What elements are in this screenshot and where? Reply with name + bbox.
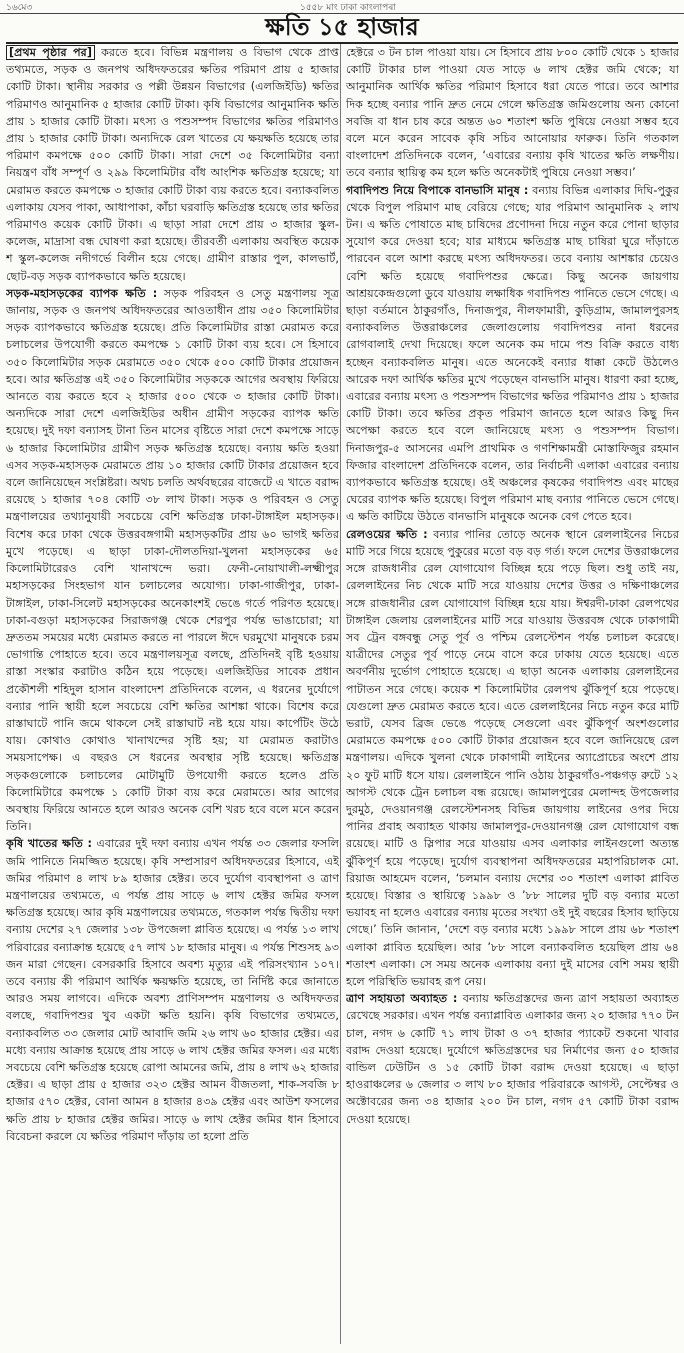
paragraph-text: বন্যার পানির তোড়ে অনেক স্থানে রেললাইনের নিচের মাটি সরে গিয়ে হয়েছে পুকুরের মতো বড় বড় গর্ত। ফলে দেশের উত্তরাঞ্চলের সঙ্গে রাজধানীর রেল যোগাযোগ বিচ্ছিন্ন হয়ে পড়ে ছিল। শুধু তাই নয়, রেললাইনের নিচ থেকে মাটি সরে যাওয়ায় দেশের উত্তর ও দক্ষিণাঞ্চলের সঙ্গে রাজধানীর রেল যোগাযোগ বিচ্ছিন্ন হয়ে যায়। ঈশ্বরদী-ঢাকা রেলপথের টাঙ্গাইল জেলায় রেললাইনের মাটি সরে যাওয়ায় উত্তরবঙ্গ থেকে ঢাকাগামী সব ট্রেন বঙ্গবন্ধু সেতু পূর্ব ও পশ্চিম রেলস্টেশন পর্যন্ত চলাচল করেছে। যাত্রীদের সেতুর পূর্ব পাড়ে নেমে বাসে করে ঢাকায় যেতে হয়েছে। এতে অবর্ণনীয় দুর্ভোগ পোহাতে হয়েছে। এ ছাড়া অনেক এলাকায় রেললাইনের পাটাতন সরে গেছে। কয়েক শ কিলোমিটার রেলপথ ঝুঁকিপূর্ণ হয়ে পড়েছে। যেগুলো দ্রুত মেরামত করতে হবে। এতে রেললাইনের নিচে নতুন করে মাটি ভরাট, যেসব ব্রিজ ভেঙে পড়েছে সেগুলো এবং ঝুঁকিপূর্ণ অংশগুলোর মেরামতে কমপক্ষে ৫০০ কোটি টাকার প্রয়োজন হবে বলে জানিয়েছে রেল মন্ত্রণালয়। এদিকে খুলনা থেকে ঢাকাগামী লাইনের অ্যাপ্রোচের অংশে প্রায় ২০ ফুট মাটি ধসে যায়। রেললাইনে পানি ওঠায় ঠাকুরগাঁও-পঞ্চগড় রুটে ১২ আগস্ট থেকে ট্রেন চলাচল বন্ধ রয়েছে। জামালপুরের মেলান্দহ উপজেলার দুরমুঠ, দেওয়ানগঞ্জ রেলস্টেশনসহ বিভিন্ন জায়গায় লাইনের ওপর দিয়ে পানির প্রবাহ অব্যাহত থাকায় জামালপুর-দেওয়ানগঞ্জ রেল যোগাযোগ বন্ধ রয়েছে। মাটি ও স্লিপার সরে যাওয়ায় এসব এলাকার লাইনগুলো অত্যন্ত ঝুঁকিপূর্ণ হয়ে পড়েছে। দুর্যোগ ব্যবস্থাপনা অধিদফতরের মহাপরিচালক মো. রিয়াজ আহমেদ বলেন, ‘চলমান বন্যায় দেশের ৩০ শতাংশ এলাকা প্লাবিত হয়েছে। বিস্তার ও স্থায়িত্বে ১৯৯৮ ও ’৮৮ সালের দুটি বড় বন্যার মতো ভয়াবহ না হলেও এবারের বন্যায় মৃতের সংখ্যা ওই দুই বছরের হিসাব ছাড়িয়ে গেছে।’ তিনি জানান, ‘দেশে বড় বন্যার মধ্যে ১৯৯৮ সালে প্রায় ৬৮ শতাংশ এলাকা প্লাবিত হয়েছিল। আর ’৮৮ সালে বন্যাকবলিত হয়েছিল প্রায় ৬৪ শতাংশ এলাকা। সে সময় অনেক এলাকায় বন্যা দুই মাসের বেশি সময় স্থায়ী হলে পরিস্থিতি ভয়াবহ রূপ নেয়। [346, 527, 679, 988]
paragraph-text: বন্যায় ক্ষতিগ্রস্তদের জন্য ত্রাণ সহায়তা অব্যাহত রেখেছে সরকার। এখন পর্যন্ত বন্যাপ্লাবিত এলাকার জন্য ২০ হাজার ৭৭০ টন চাল, নগদ ৬ কোটি ৭১ লাখ টাকা ও ৩৭ হাজার প্যাকেট শুকনো খাবার বরাদ্দ দেওয়া হয়েছে। দুর্যোগে ক্ষতিগ্রস্তদের ঘর নির্মাণের জন্য ৫০ হাজার বান্ডিল ঢেউটিন ও ১৫ কোটি টাকা বরাদ্দ দেওয়া হয়েছে। এ ছাড়া হাওরাঞ্চলের ৬ জেলার ৩ লাখ ৮০ হাজার পরিবারকে আগস্ট, সেপ্টেম্বর ও অক্টোবরের জন্য ৩৪ হাজার ২০০ টন চাল, নগদ ৫৭ কোটি টাকা বরাদ্দ দেওয়া হয়েছে। [346, 992, 679, 1126]
subhead-roads: সড়ক-মহাসড়কের ব্যাপক ক্ষতি : [6, 286, 158, 300]
left-column [6, 44, 339, 1349]
paragraph-agriculture-cont [346, 44, 679, 182]
paragraph-text: করতে হবে। বিভিন্ন মন্ত্রণালয় ও বিভাগ থেকে প্রাপ্ত তথ্যমতে, সড়ক ও জনপথ অধিদফতরের ক্ষতির পরিমাণ প্রায় ৫ হাজার কোটি টাকা। স্থানীয় সরকার ও পল্লী উন্নয়ন বিভাগের (এলজিইডি) ক্ষতির পরিমাণও আনুমানিক ৫ হাজার কোটি টাকা। কৃষি বিভাগের আনুমানিক ক্ষতি প্রায় ১ হাজার কোটি টাকা। মৎস্য ও পশুসম্পদ বিভাগের ক্ষতির পরিমাণও প্রায় ১ হাজার কোটি টাকা। অন্যদিকে রেল খাতের যে ক্ষয়ক্ষতি হয়েছে তার পরিমাণ কমপক্ষে ৫০০ কোটি টাকা। সারা দেশে ৩৫ কিলোমিটার বন্যা নিয়ন্ত্রণ বাঁধ সম্পূর্ণ ও ২৯৯ কিলোমিটার বাঁধ আংশিক ক্ষতিগ্রস্ত হয়েছে; যা মেরামত করতে কমপক্ষে ৩ হাজার কোটি টাকা ব্যয় করতে হবে। বন্যাকবলিত এলাকায় যেসব পাকা, আধাপাকা, কাঁচা ঘরবাড়ি ক্ষতিগ্রস্ত হয়েছে তার ক্ষতির পরিমাণও কয়েক কোটি টাকা। এ ছাড়া সারা দেশে প্রায় ৩ হাজার স্কুল-কলেজ, মাদ্রাসা বন্ধ ঘোষণা করা হয়েছে। তীরবর্তী এলাকায় অবস্থিত কয়েক শ স্কুল-কলেজ নদীগর্ভে বিলীন হয়ে গেছে। গ্রামীণ রাস্তার পুল, কালভার্ট, ছোট-বড় সড়ক ব্যাপকভাবে ক্ষতি হয়েছে। [6, 46, 339, 283]
paragraph-agriculture [6, 835, 339, 1145]
paragraph-livestock [346, 182, 679, 526]
subhead-railway: রেলওয়ের ক্ষতি : [346, 527, 428, 541]
paragraph-roads [6, 285, 339, 836]
subhead-agriculture: কৃষি খাতের ক্ষতি : [6, 837, 92, 851]
column-divider [340, 44, 341, 1344]
subhead-relief: ত্রাণ সহায়তা অব্যাহত : [346, 992, 458, 1006]
right-column [346, 44, 679, 1349]
subhead-livestock: গবাদিপশু নিয়ে বিপাকে বানভাসি মানুষ : [346, 183, 529, 197]
paragraph-text: বন্যায় বিভিন্ন এলাকার দিঘি-পুকুর থেকে বিপুল পরিমাণ মাছ বেরিয়ে গেছে; যার পরিমাণ আনুমানিক ২ লাখ টন। এ ক্ষতি পোষাতে মাছ চাষিদের প্রণোদনা দিয়ে নতুন করে পোনা ছাড়ার সুযোগ করে দেওয়া হবে; যার মাধ্যমে ক্ষতিগ্রস্ত মাছ চাষিরা ঘুরে দাঁড়াতে পারবেন বলে আশা করছে মৎস্য অধিদফতর। তবে বন্যায় আশঙ্কার চেয়েও বেশি ক্ষতি হয়েছে গবাদিপশুর ক্ষেত্রে। কিছু অনেক জায়গায় আশ্রয়কেন্দ্রগুলো ডুবে যাওয়ায় লক্ষাধিক গবাদিপশু পানিতে ভেসে গেছে। এ ছাড়া বর্তমানে ঠাকুরগাঁও, দিনাজপুর, নীলফামারী, কুড়িগ্রাম, জামালপুরসহ বন্যাকবলিত উত্তরাঞ্চলের জেলাগুলোয় গবাদিপশুর নানা ধরনের রোগবালাই দেখা দিয়েছে। ফলে অনেক কম দামে পশু বিক্রি করতে বাধ্য হচ্ছেন বন্যাকবলিত মানুষ। এতে অনেকেই বন্যার ধাক্কা কেটে উঠলেও আরেক দফা আর্থিক ক্ষতির মুখে পড়েছেন বানভাসি মানুষ। ধারণা করা হচ্ছে, এবারের বন্যায় মৎস্য ও পশুসম্পদ বিভাগের ক্ষতির পরিমাণও প্রায় ১ হাজার কোটি টাকা। তবে ক্ষতির প্রকৃত পরিমাণ জানতে হলে আরও কিছু দিন অপেক্ষা করতে হবে বলে জানিয়েছে মৎস্য ও পশুসম্পদ বিভাগ। দিনাজপুর-৫ আসনের এমপি প্রাথমিক ও গণশিক্ষামন্ত্রী মোস্তাফিজুর রহমান ফিজার বাংলাদেশ প্রতিদিনকে বলেন, তার নির্বাচনী এলাকা এবারের বন্যায় ব্যাপকভাবে ক্ষতিগ্রস্ত হয়েছে। ওই অঞ্চলের কৃষকের গবাদিপশু এবং মাছের ঘেরের ব্যাপক ক্ষতি হয়েছে। বিপুল পরিমাণ মাছ বন্যার পানিতে ভেসে গেছে। এ ক্ষতি কাটিয়ে উঠতে বানভাসি মানুষকে অনেক বেগ পেতে হবে। [346, 183, 679, 524]
paragraph-relief [346, 990, 679, 1128]
paragraph-text: হেক্টরে ৩ টন চাল পাওয়া যায়। সে হিসাবে প্রায় ৮০০ কোটি থেকে ১ হাজার কোটি টাকার চাল পাওয়া যেত সাড়ে ৬ লাখ হেক্টর জমি থেকে; যা আনুমানিক আর্থিক ক্ষতির পরিমাণ হিসাবে ধরা যেতে পারে। তবে আশার দিক হচ্ছে বন্যার পানি দ্রুত নেমে গেলে ক্ষতিগ্রস্ত জমিগুলোয় অন্য কোনো সবজি বা ধান চাষ করে অন্তত ৬০ শতাংশ ক্ষতি পুষিয়ে নেওয়া সম্ভব হবে বলে মনে করেন সাবেক কৃষি সচিব আনোয়ার ফারুক। তিনি গতকাল বাংলাদেশ প্রতিদিনকে বলেন, ‘এবারের বন্যায় কৃষি খাতের ক্ষতি লক্ষণীয়। তবে বন্যার স্থায়িত্ব কম হলে ক্ষতি অনেকটাই পুষিয়ে নেওয়া সম্ভব।’ [346, 46, 679, 180]
masthead-page-label: ১৬মে৩ [6, 3, 33, 13]
paragraph-railway [346, 526, 679, 990]
masthead-date-line: ১৫৫৮ মাং ঢাকা কাংলাপৰা [300, 3, 396, 13]
paragraph-text: সড়ক পরিবহন ও সেতু মন্ত্রণালয় সূত্র জানায়, সড়ক ও জনপথ অধিদফতরের আওতাধীন প্রায় ৩৫০ কিলোমিটার সড়ক ব্যাপকভাবে ক্ষতিগ্রস্ত হয়েছে। প্রতি কিলোমিটার রাস্তা মেরামত করে চলাচলের উপযোগী করতে কমপক্ষে ১ কোটি টাকা ব্যয় হবে। সে হিসাবে ৩৫০ কিলোমিটার সড়ক মেরামতে ৩৫০ থেকে ৫০০ কোটি টাকার প্রয়োজন হবে। আর ক্ষতিগ্রস্ত এই ৩৫০ কিলোমিটার সড়ককে আগের অবস্থায় ফিরিয়ে আনতে ব্যয় করতে হবে ২ হাজার ৫০০ থেকে ৩ হাজার কোটি টাকা। অন্যদিকে সারা দেশে এলজিইডির অধীন গ্রামীণ সড়কের ব্যাপক ক্ষতি হয়েছে। দুই দফা বন্যাসহ টানা তিন মাসের বৃষ্টিতে সারা দেশে কমপক্ষে সাড়ে ৬ হাজার কিলোমিটার গ্রামীণ সড়ক ক্ষতিগ্রস্ত হয়েছে। বন্যায় ক্ষতি হওয়া এসব সড়ক-মহাসড়ক মেরামতে প্রায় ১০ হাজার কোটি টাকার প্রয়োজন হবে বলে জানিয়েছেন সংশ্লিষ্টরা। অথচ চলতি অর্থবছরের বাজেটে এ খাতে বরাদ্দ রয়েছে ১ হাজার ৭০৪ কোটি ৩৮ লাখ টাকা। সড়ক ও পরিবহন ও সেতু মন্ত্রণালয়ের তথ্যানুযায়ী সবচেয়ে বেশি ক্ষতিগ্রস্ত ঢাকা-টাঙ্গাইল মহাসড়ক। বিশেষ করে ঢাকা থেকে উত্তরবঙ্গগামী মহাসড়কটির প্রায় ৬০ ভাগই ক্ষতির মুখে পড়েছে। এ ছাড়া ঢাকা-দৌলতদিয়া-খুলনা মহাসড়কের ৬৫ কিলোমিটারেরও বেশি খানাখন্দে ভরা। ফেনী-নোয়াখালী-লক্ষ্মীপুর মহাসড়কের সিংহভাগ যান চলাচলের অযোগ্য। ঢাকা-গাজীপুর, ঢাকা-টাঙ্গাইল, ঢাকা-সিলেট মহাসড়কের অনেকাংশই ভেঙে গর্তে পরিণত হয়েছে। ঢাকা-বগুড়া মহাসড়কের সিরাজগঞ্জ থেকে শেরপুর পর্যন্ত ভাঙাচোরা; যা দ্রুততম সময়ের মধ্যে মেরামত করতে না পারলে ঈদে ঘরমুখো মানুষকে চরম ভোগান্তি পোহাতে হবে। তবে মন্ত্রণালয়সূত্র বলছে, প্রতিদিনই বৃষ্টি হওয়ায় রাস্তা সংস্কার করাটাও কঠিন হয়ে পড়েছে। এলজিইডির সাবেক প্রধান প্রকৌশলী শহিদুল হাসান বাংলাদেশ প্রতিদিনকে বলেন, এ ধরনের দুর্যোগে বন্যার পানি স্থায়ী হলে সবচেয়ে বেশি ক্ষতির আশঙ্কা থাকে। বিশেষ করে রাস্তাঘাটে পানি জমে থাকলে সেই রাস্তাঘাট নষ্ট হয়ে যায়। কার্পেটিং উঠে যায়। কোথাও কোথাও খানাখন্দের সৃষ্টি হয়; যা মেরামত করাটাও সময়সাপেক্ষ। এ বছরও সে ধরনের অবস্থার সৃষ্টি হয়েছে। ক্ষতিগ্রস্ত সড়কগুলোকে চলাচলের মোটামুটি উপযোগী করতে হলেও প্রতি কিলোমিটারে কমপক্ষে ১ কোটি টাকা ব্যয় করে মেরামতে। আর আগের অবস্থায় ফিরিয়ে আনতে হলে আরও অনেক বেশি খরচ হবে বলে মনে করেন তিনি। [6, 286, 339, 834]
paragraph-text: এবারের দুই দফা বন্যায় এখন পর্যন্ত ৩৩ জেলার ফসলি জমি পানিতে নিমজ্জিত হয়েছে। কৃষি সম্প্রসারণ অধিদফতরের হিসাবে, এই জমির পরিমাণ ৪ লাখ ৮৯ হাজার হেক্টর। তবে দুর্যোগ ব্যবস্থাপনা ও ত্রাণ মন্ত্রণালয়ের তথ্যমতে, এ পর্যন্ত প্রায় সাড়ে ৬ লাখ হেক্টর জমির ফসল ক্ষতিগ্রস্ত হয়েছে। আর কৃষি মন্ত্রণালয়ের তথ্যমতে, গতকাল পর্যন্ত দ্বিতীয় দফা বন্যায় দেশের ২৭ জেলার ১৩৮ উপজেলা প্লাবিত হয়েছে। এ পর্যন্ত ১৩ লাখ পরিবারের বন্যাক্রান্ত হয়েছে ৫৭ লাখ ১৮ হাজার মানুষ। এ পর্যন্ত শিশুসহ ৯৩ জন মারা গেছেন। বেসরকারি হিসাবে অবশ্য মৃত্যুর এই পরিসংখ্যান ১০৭। তবে বন্যায় কী পরিমাণ আর্থিক ক্ষয়ক্ষতি হয়েছে, তা নির্দিষ্ট করে জানাতে আরও সময় লাগবে। এদিকে অবশ্য প্রাণিসম্পদ মন্ত্রণালয় ও অধিদফতর বলছে, গবাদিপশুর খুব একটা ক্ষতি হয়নি। কৃষি বিভাগের তথ্যমতে, বন্যাকবলিত ৩৩ জেলার মোট আবাদি জমি ২৬ লাখ ৬০ হাজার হেক্টর। এর মধ্যে বন্যায় আক্রান্ত হয়েছে প্রায় সাড়ে ৬ লাখ হেক্টর জমির ফসল। এর মধ্যে সবচেয়ে বেশি ক্ষতিগ্রস্ত হয়েছে রোপা আমনের জমি, প্রায় ৪ লাখ ৬২ হাজার হেক্টর। এ ছাড়া প্রায় ৫ হাজার ৩২৩ হেক্টর আমন বীজতলা, শাক-সবজি ৮ হাজার ৫৭০ হেক্টর, বোনা আমন ৪ হাজার ৪৩৯ হেক্টর এবং আউশ ফসলের ক্ষতি প্রায় ৮ হাজার হেক্টর জমির। সাড়ে ৬ লাখ হেক্টর জমির ধান হিসাবে বিবেচনা করলে যে ক্ষতির পরিমাণ দাঁড়ায় তা হলো প্রতি [6, 837, 339, 1143]
continuation-tag: [প্রথম পৃষ্ঠার পর] [6, 45, 95, 60]
paragraph-continuation [6, 44, 339, 285]
article-headline: ক্ষতি ১৫ হাজার [265, 12, 419, 41]
